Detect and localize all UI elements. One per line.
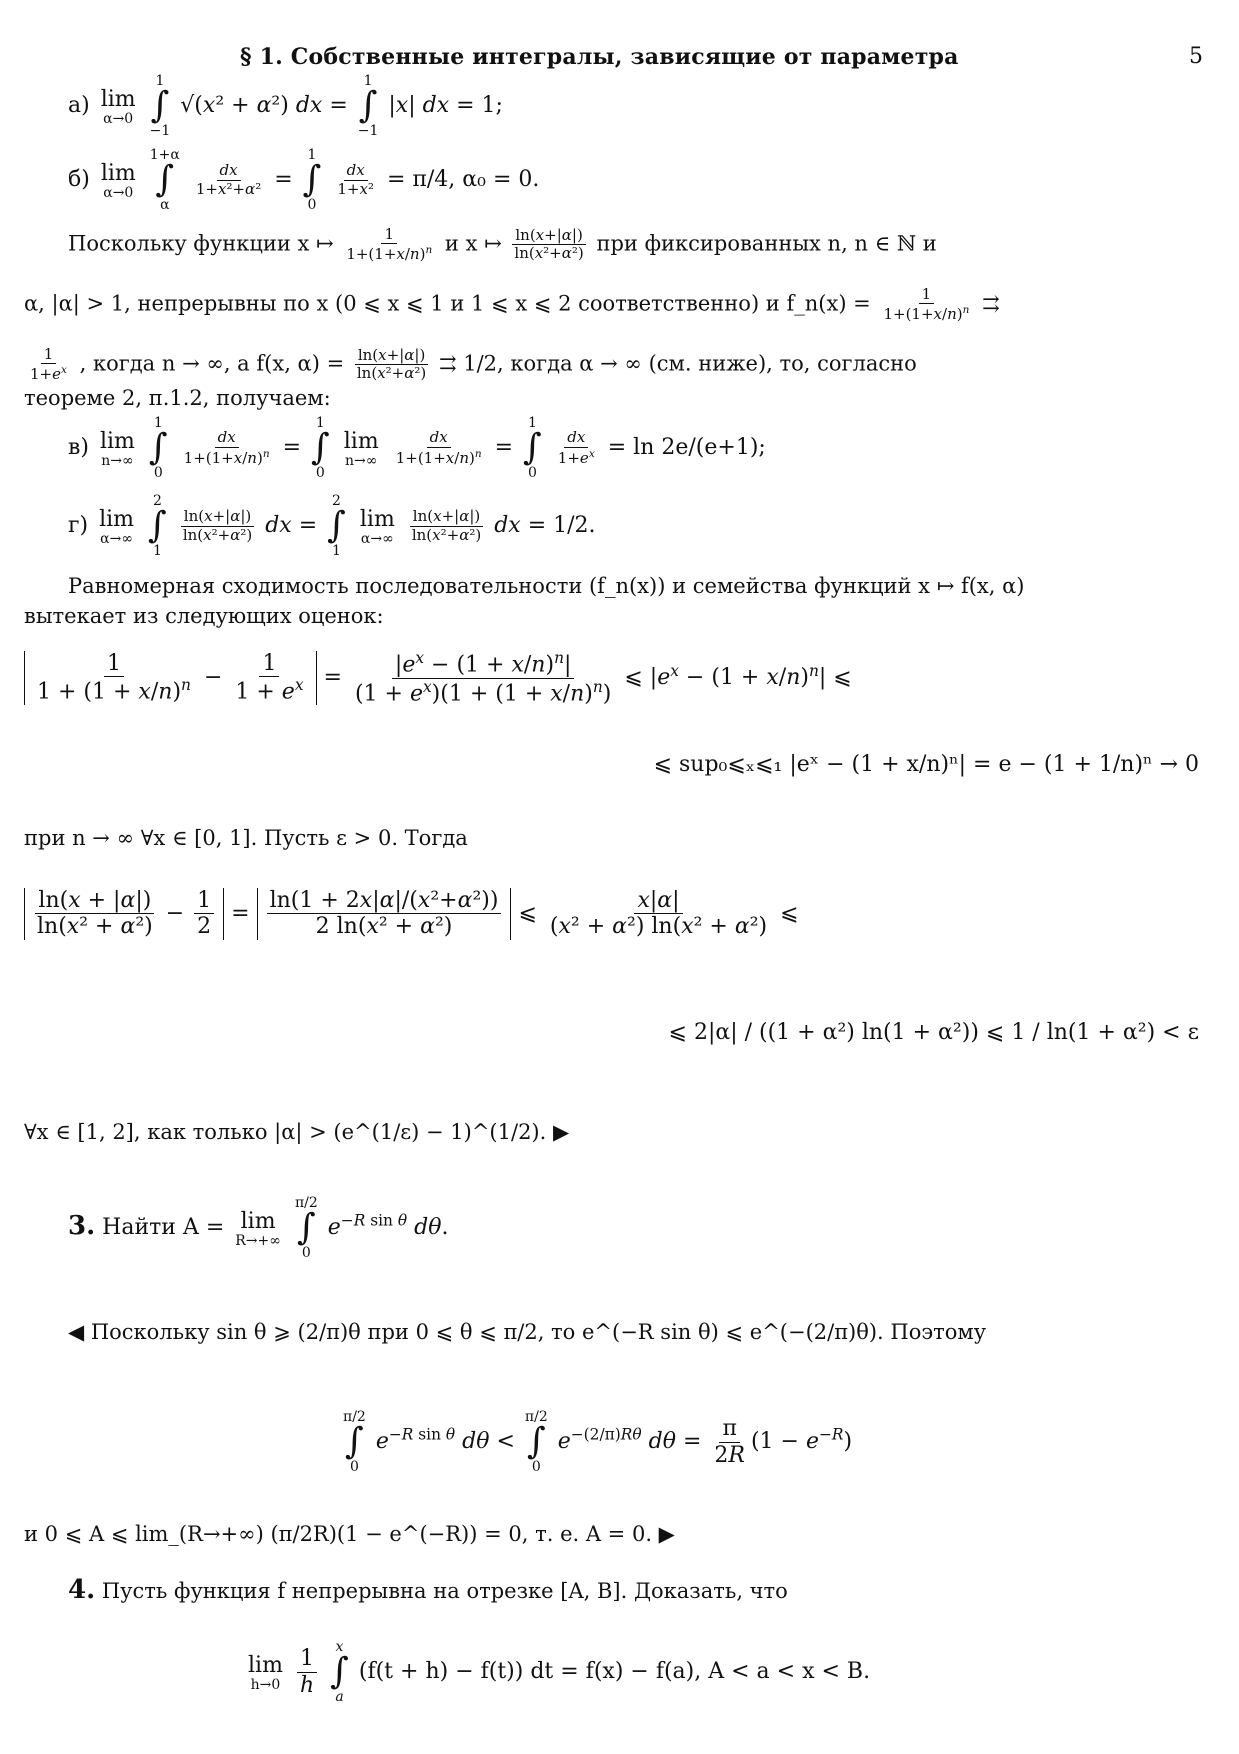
label-a: а) (68, 93, 90, 118)
formula-a: а) lim α→0 1 ∫ −1 √(x² + α²) dx = 1 ∫ −1 |x| dx = 1; (68, 73, 503, 139)
problem-3-number: 3. (68, 1211, 96, 1241)
problem-4-formula-text: (f(t + h) − f(t)) dt = f(x) − f(a), A < a < x < B. (358, 1659, 871, 1684)
problem-4-number: 4. (68, 1575, 96, 1605)
paragraph-1-line-1: Поскольку функции x ↦ $\frac{1}{1+(1+x/n)^n}$ и x ↦ $\frac{\ln(x+|\alpha|)}{\text{ln(x²+α²)}}$ при фиксированных n, n ∈ ℕ и (68, 225, 937, 264)
estimate-2-right (0, 1020, 1239, 1045)
paragraph-1-line-4: теореме 2, п.1.2, получаем: (24, 386, 331, 410)
solution-3-conclusion: и 0 ⩽ A ⩽ lim_(R→+∞) (π/2R)(1 − e^(−R)) = 0, т. е. A = 0. ▶ (24, 1522, 675, 1546)
label-b: б) (68, 167, 90, 192)
estimate-1-right (0, 752, 1239, 777)
p1-start: Поскольку функции x ↦ (68, 231, 334, 256)
formula-v: в) lim n→∞ 1 ∫ 0 $\frac{dx}{1+(1+x/n)^n}$ = 1 ∫ 0 lim n→∞ $\frac{dx}{1+(1+x/n)^n}$ = 1 ∫ 0 $\frac{dx}{1+e^x}$ = ln 2e/(e+1); (68, 415, 766, 481)
problem-3-text: Найти A = (102, 1215, 225, 1240)
formula-b: б) lim α→0 1+α ∫ α $\frac{dx}{\text{1+x²+α²}}$ = 1 ∫ 0 $\frac{dx}{\text{1+x²}}$ = π/4, α₀ = 0. (68, 147, 540, 213)
estimate-2-left: $\frac{\ln(x + |\alpha|)}{\text{ln(x² + α²)}}$ − $\frac{1}{2}$ = $\frac{\text{ln(1 + 2x|α|/(x²+α²))}}{\text{2 ln(x² + α²)}}$ ⩽ $\frac{x|\alpha|}{\text{(x² + α²) ln(x² + α²)}}$ ⩽ (24, 888, 799, 940)
label-g: г) (68, 513, 89, 538)
section-title: § 1. Собственные интегралы, зависящие от параметра (240, 44, 959, 70)
p2-text: α, |α| > 1, непрерывны по x (0 ⩽ x ⩽ 1 и 1 ⩽ x ⩽ 2 соответственно) и f_n(x) = (24, 291, 871, 316)
estimate-1-right-text: ⩽ sup₀⩽ₓ⩽₁ |eˣ − (1 + x/n)ⁿ| = e − (1 + 1/n)ⁿ → 0 (653, 752, 1199, 777)
p2-arrow: ⇉ (982, 291, 1000, 316)
estimate-1-left: $\frac{1}{1 + (1 + x/n)^n}$ − $\frac{1}{1 + e^x}$ = $\frac{|e^x - (1 + x/n)^n|}{(1 + e^x)(1 + (1 + x/n)^n)}$ ⩽ $|e^x - (1 + x/n)^n|$ ⩽ (24, 650, 852, 706)
running-header (0, 44, 1239, 78)
paragraph-2-line-2: вытекает из следующих оценок: (24, 604, 384, 628)
paragraph-4: ∀x ∈ [1, 2], как только |α| > (e^(1/ε) − 1)^(1/2). ▶ (24, 1120, 570, 1144)
paragraph-2-line-1: Равномерная сходимость последовательности (f_n(x)) и семейства функций x ↦ f(x, α) (68, 574, 1025, 598)
problem-4-formula: lim h→0 $\frac{1}{h}$ x ∫ a (f(t + h) − f(t)) dt = f(x) − f(a), A < a < x < B. (248, 1639, 871, 1705)
formula-v-result: = ln 2e/(e+1); (607, 435, 766, 460)
page-number: 5 (1189, 44, 1203, 69)
solution-3-integral: π/2 ∫ 0 $e^{-R sin \theta}$ dθ < π/2 ∫ 0 $e^{-(2/\pi)R\theta}$ dθ = $\frac{\pi}{2R}$ $(1 - e^{-R})$ (343, 1409, 853, 1475)
solution-3-line-1: ◀ Поскольку sin θ ⩾ (2/π)θ при 0 ⩽ θ ⩽ π/2, то e^(−R sin θ) ⩽ e^(−(2/π)θ). Поэтому (68, 1320, 987, 1344)
label-v: в) (68, 435, 89, 460)
paragraph-3: при n → ∞ ∀x ∈ [0, 1]. Пусть ε > 0. Тогда (24, 826, 468, 850)
formula-b-result: = π/4, α₀ = 0. (387, 167, 540, 192)
formula-a-result: = 1; (456, 93, 503, 118)
problem-4 (68, 1576, 788, 1605)
paragraph-1-line-3: $\frac{1}{1+e^x}$ , когда n → ∞, а f(x, α) = $\frac{\ln(x+|\alpha|)}{\text{ln(x²+α²)}}$ ⇉ 1/2, когда α → ∞ (см. ниже), то, согласно (30, 345, 917, 384)
formula-g-result: = 1/2. (527, 513, 596, 538)
problem-3: 3. Найти A = lim R→+∞ π/2 ∫ 0 $e^{-R sin \theta}$ dθ. (68, 1195, 449, 1261)
p1-end: при фиксированных n, n ∈ ℕ и (596, 231, 937, 256)
estimate-2-right-text: ⩽ 2|α| / ((1 + α²) ln(1 + α²)) ⩽ 1 / ln(1 + α²) < ε (668, 1020, 1199, 1045)
problem-4-text: Пусть функция f непрерывна на отрезке [A, B]. Доказать, что (101, 1579, 788, 1603)
p3-end: ⇉ 1/2, когда α → ∞ (см. ниже), то, согласно (438, 351, 917, 376)
formula-g: г) lim α→∞ 2 ∫ 1 $\frac{\ln(x+|\alpha|)}{\text{ln(x²+α²)}}$ dx = 2 ∫ 1 lim α→∞ $\frac{\ln(x+|\alpha|)}{\text{ln(x²+α²)}}$ dx = 1/2. (68, 493, 596, 559)
paragraph-1-line-2: α, |α| > 1, непрерывны по x (0 ⩽ x ⩽ 1 и 1 ⩽ x ⩽ 2 соответственно) и f_n(x) = $\frac{1}{1+(1+x/n)^n}$ ⇉ (24, 285, 1000, 324)
p1-and: и x ↦ (444, 231, 502, 256)
p3-when: , когда n → ∞, а f(x, α) = (79, 351, 345, 376)
